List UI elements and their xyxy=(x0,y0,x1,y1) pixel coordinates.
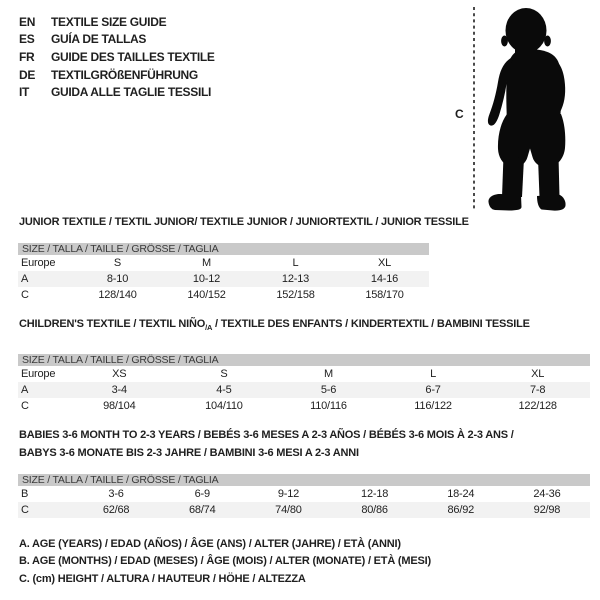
row-label: C xyxy=(21,400,29,412)
size-cell: L xyxy=(292,257,299,269)
table-row xyxy=(18,287,429,303)
size-cell: 116/122 xyxy=(414,400,452,412)
size-cell: 8-10 xyxy=(106,273,129,285)
row-label: Europe xyxy=(21,257,56,269)
height-measure-label: C xyxy=(455,107,464,121)
size-cell: 4-5 xyxy=(216,384,232,396)
size-cell: XL xyxy=(531,368,545,380)
size-cell: 18-24 xyxy=(447,488,475,500)
language-title: GUIDA ALLE TAGLIE TESSILI xyxy=(51,85,212,100)
language-title: GUIDE DES TAILLES TEXTILE xyxy=(51,49,215,64)
babies-section-title xyxy=(19,427,514,462)
title-text: CHILDREN'S TEXTILE / TEXTIL NIÑO xyxy=(19,318,206,330)
table-row xyxy=(18,382,590,398)
size-cell: 152/158 xyxy=(276,289,315,301)
size-cell: 86/92 xyxy=(447,504,475,516)
size-cell: 24-36 xyxy=(533,488,561,500)
size-cell: 62/68 xyxy=(102,504,130,516)
language-title: GUÍA DE TALLAS xyxy=(51,32,147,47)
table-row xyxy=(18,486,590,502)
size-cell: 9-12 xyxy=(277,488,300,500)
language-row xyxy=(19,66,215,84)
size-cell: 104/110 xyxy=(205,400,243,412)
row-label: C xyxy=(21,289,29,301)
footnote-c: C. (cm) HEIGHT / ALTURA / HAUTEUR / HÖHE / ALTEZZA xyxy=(19,572,306,585)
size-cell: 140/152 xyxy=(187,289,226,301)
size-cell: 128/140 xyxy=(98,289,137,301)
size-cell: 10-12 xyxy=(192,273,221,285)
size-cell: 158/170 xyxy=(365,289,404,301)
size-cell: 80/86 xyxy=(361,504,388,516)
row-label: C xyxy=(21,504,29,516)
row-label: A xyxy=(21,384,29,396)
language-code: EN xyxy=(19,14,36,29)
toddler-silhouette-icon xyxy=(485,7,578,212)
language-code: DE xyxy=(19,67,36,82)
title-line: BABIES 3-6 MONTH TO 2-3 YEARS / BEBÉS 3-6 MESES A 2-3 AÑOS / BÉBÉS 3-6 MOIS À 2-3 ANS / xyxy=(19,429,514,441)
size-cell: XS xyxy=(112,368,127,380)
size-header-bar: SIZE / TALLA / TAILLE / GRÖSSE / TAGLIA xyxy=(18,243,429,255)
size-cell: 3-6 xyxy=(108,488,124,500)
size-cell: 12-13 xyxy=(281,273,310,285)
table-row xyxy=(18,398,590,414)
size-cell: 68/74 xyxy=(188,504,216,516)
title-line: BABYS 3-6 MONATE BIS 2-3 JAHRE / BAMBINI 3-6 MESI A 2-3 ANNI xyxy=(19,446,359,459)
size-cell: 12-18 xyxy=(361,488,389,500)
table-row xyxy=(18,255,429,271)
size-cell: L xyxy=(430,368,437,380)
language-code: IT xyxy=(19,85,30,100)
size-cell: M xyxy=(324,368,333,380)
size-cell: S xyxy=(113,257,122,269)
title-subscript: /A xyxy=(205,322,213,332)
junior-section-title: JUNIOR TEXTILE / TEXTIL JUNIOR/ TEXTILE JUNIOR / JUNIORTEXTIL / JUNIOR TESSILE xyxy=(19,216,469,228)
language-row xyxy=(19,31,215,49)
language-title-list xyxy=(19,13,215,101)
language-row xyxy=(19,83,215,101)
row-label: B xyxy=(21,488,29,500)
table-row xyxy=(18,271,429,287)
title-text: / TEXTILE DES ENFANTS / KINDERTEXTIL / BAMBINI TESSILE xyxy=(212,318,530,330)
children-size-table xyxy=(18,354,590,414)
size-cell: 98/104 xyxy=(103,400,136,412)
size-header-bar: SIZE / TALLA / TAILLE / GRÖSSE / TAGLIA xyxy=(18,474,590,486)
language-row xyxy=(19,13,215,31)
size-cell: 92/98 xyxy=(533,504,561,516)
size-cell: 6-7 xyxy=(425,384,441,396)
language-code: ES xyxy=(19,32,35,47)
size-header-bar: SIZE / TALLA / TAILLE / GRÖSSE / TAGLIA xyxy=(18,354,590,366)
footnote-a: A. AGE (YEARS) / EDAD (AÑOS) / ÂGE (ANS) / ALTER (JAHRE) / ETÀ (ANNI) xyxy=(19,538,401,550)
size-cell: 3-4 xyxy=(111,384,127,396)
language-row xyxy=(19,48,215,66)
size-cell: M xyxy=(202,257,211,269)
language-title: TEXTILGRÖßENFÜHRUNG xyxy=(51,67,198,82)
footnotes xyxy=(19,536,431,588)
size-cell: 5-6 xyxy=(320,384,337,396)
size-cell: XL xyxy=(377,257,392,269)
junior-size-table xyxy=(18,243,429,303)
table-row xyxy=(18,502,590,518)
table-row xyxy=(18,366,590,382)
language-title: TEXTILE SIZE GUIDE xyxy=(51,14,167,29)
row-label: Europe xyxy=(21,368,56,380)
babies-size-table xyxy=(18,474,590,518)
language-code: FR xyxy=(19,49,35,64)
children-section-title xyxy=(19,318,530,330)
size-cell: 122/128 xyxy=(518,400,557,412)
size-cell: 74/80 xyxy=(275,504,302,516)
size-cell: 6-9 xyxy=(194,488,210,500)
size-cell: 7-8 xyxy=(530,384,546,396)
row-label: A xyxy=(21,273,29,285)
size-cell: 110/116 xyxy=(310,400,347,412)
size-cell: S xyxy=(220,368,228,380)
size-cell: 14-16 xyxy=(370,273,399,285)
footnote-b: B. AGE (MONTHS) / EDAD (MESES) / ÂGE (MOIS) / ALTER (MONATE) / ETÀ (MESI) xyxy=(19,555,431,568)
height-measure-dotted-line xyxy=(472,7,476,210)
